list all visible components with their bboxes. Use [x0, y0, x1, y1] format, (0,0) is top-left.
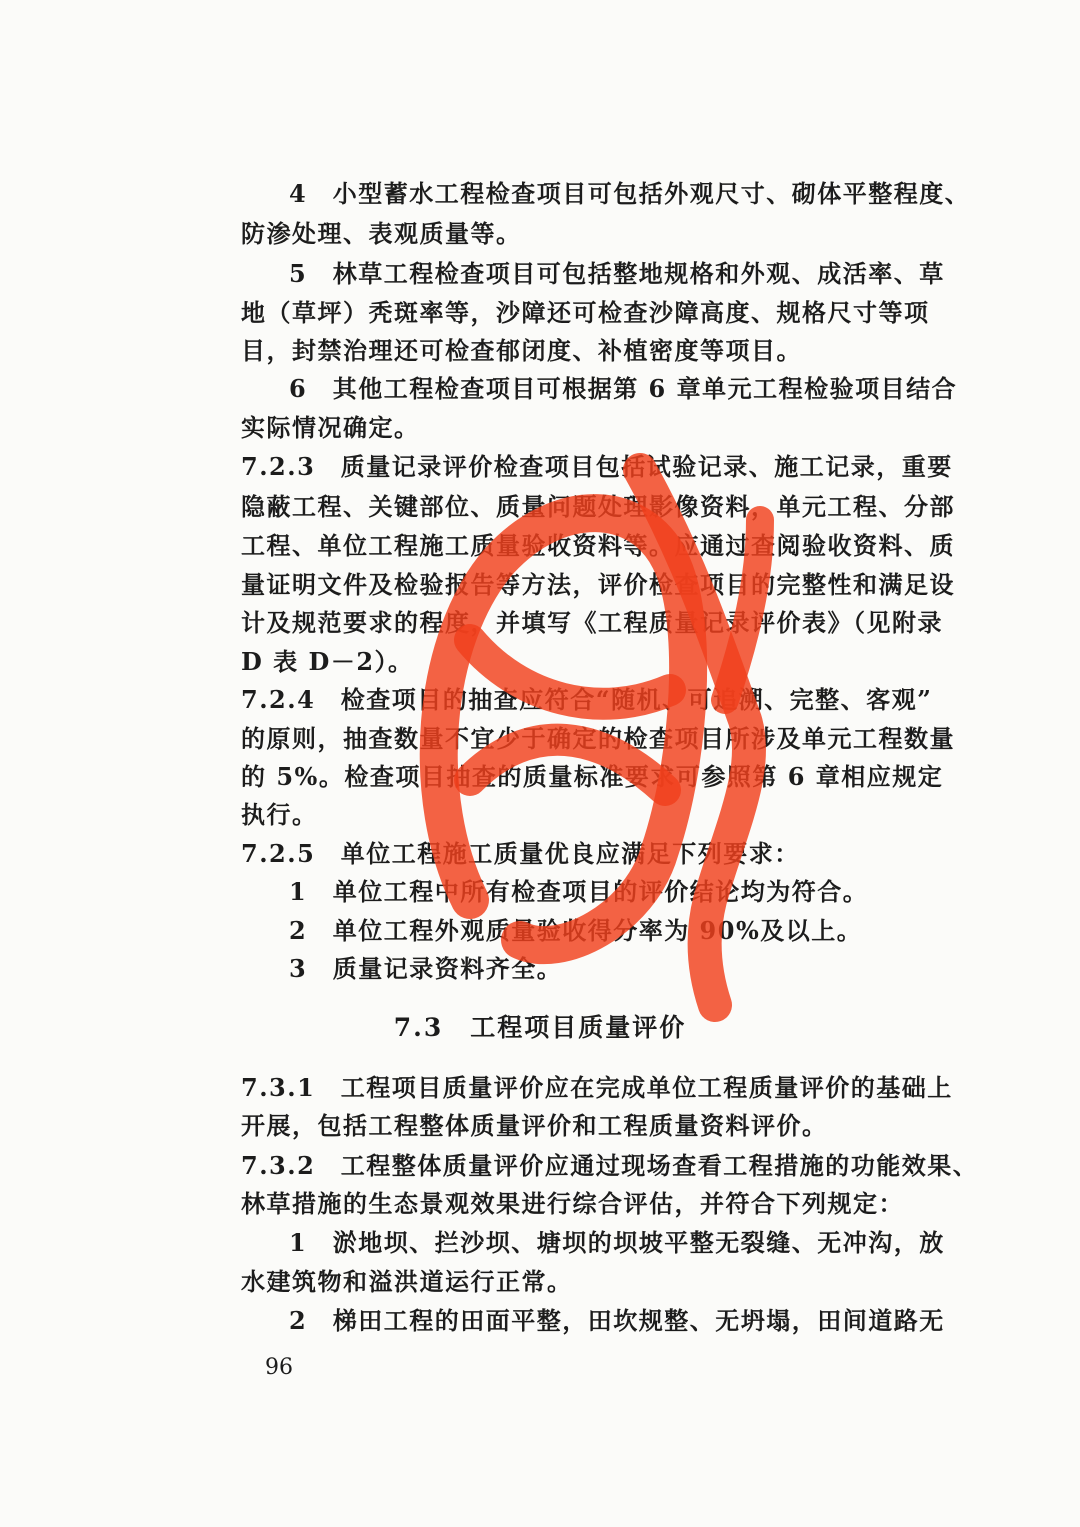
text-line: 7.3.2 工程整体质量评价应通过现场查看工程措施的功能效果、 — [241, 1151, 979, 1180]
text-line: 4 小型蓄水工程检查项目可包括外观尺寸、砌体平整程度、 — [289, 179, 971, 208]
text-line: D 表 D－2）。 — [241, 647, 414, 676]
text-line: 7.2.4 检查项目的抽查应符合“随机、可追溯、完整、客观” — [241, 685, 933, 714]
text-line: 5 林草工程检查项目可包括整地规格和外观、成活率、草 — [289, 259, 945, 288]
text-line: 防渗处理、表观质量等。 — [241, 219, 522, 248]
text-line: 执行。 — [241, 800, 318, 829]
text-line: 隐蔽工程、关键部位、质量问题处理影像资料，单元工程、分部 — [241, 492, 955, 521]
text-line: 2 梯田工程的田面平整，田坎规整、无坍塌，田间道路无 — [289, 1306, 945, 1335]
text-line: 开展，包括工程整体质量评价和工程质量资料评价。 — [241, 1111, 828, 1140]
text-line: 实际情况确定。 — [241, 413, 420, 442]
text-line: 的 5%。检查项目抽查的质量标准要求可参照第 6 章相应规定 — [241, 762, 944, 791]
text-line: 7.3.1 工程项目质量评价应在完成单位工程质量评价的基础上 — [241, 1073, 953, 1102]
section-heading: 7.3 工程项目质量评价 — [393, 1013, 687, 1042]
text-line: 计及规范要求的程度，并填写《工程质量记录评价表》（见附录 — [241, 608, 943, 637]
text-line: 1 单位工程中所有检查项目的评价结论均为符合。 — [289, 877, 869, 906]
text-line: 工程、单位工程施工质量验收资料等。应通过查阅验收资料、质 — [241, 531, 955, 560]
text-line: 林草措施的生态景观效果进行综合评估，并符合下列规定： — [241, 1189, 904, 1218]
text-line: 地（草坪）秃斑率等，沙障还可检查沙障高度、规格尺寸等项 — [241, 298, 930, 327]
text-line: 量证明文件及检验报告等方法，评价检查项目的完整性和满足设 — [241, 570, 955, 599]
text-line: 目，封禁治理还可检查郁闭度、补植密度等项目。 — [241, 336, 802, 365]
text-line: 3 质量记录资料齐全。 — [289, 954, 563, 983]
text-line: 1 淤地坝、拦沙坝、塘坝的坝坡平整无裂缝、无冲沟，放 — [289, 1228, 945, 1257]
text-line: 7.2.3 质量记录评价检查项目包括试验记录、施工记录，重要 — [241, 452, 953, 481]
text-line: 2 单位工程外观质量验收得分率为 90%及以上。 — [289, 916, 863, 945]
text-line: 水建筑物和溢洪道运行正常。 — [241, 1267, 573, 1296]
text-line: 的原则，抽查数量不宜少于确定的检查项目所涉及单元工程数量 — [241, 724, 955, 753]
text-line: 6 其他工程检查项目可根据第 6 章单元工程检验项目结合 — [289, 374, 958, 403]
text-line: 7.2.5 单位工程施工质量优良应满足下列要求： — [241, 839, 800, 868]
page-number: 96 — [265, 1355, 293, 1380]
